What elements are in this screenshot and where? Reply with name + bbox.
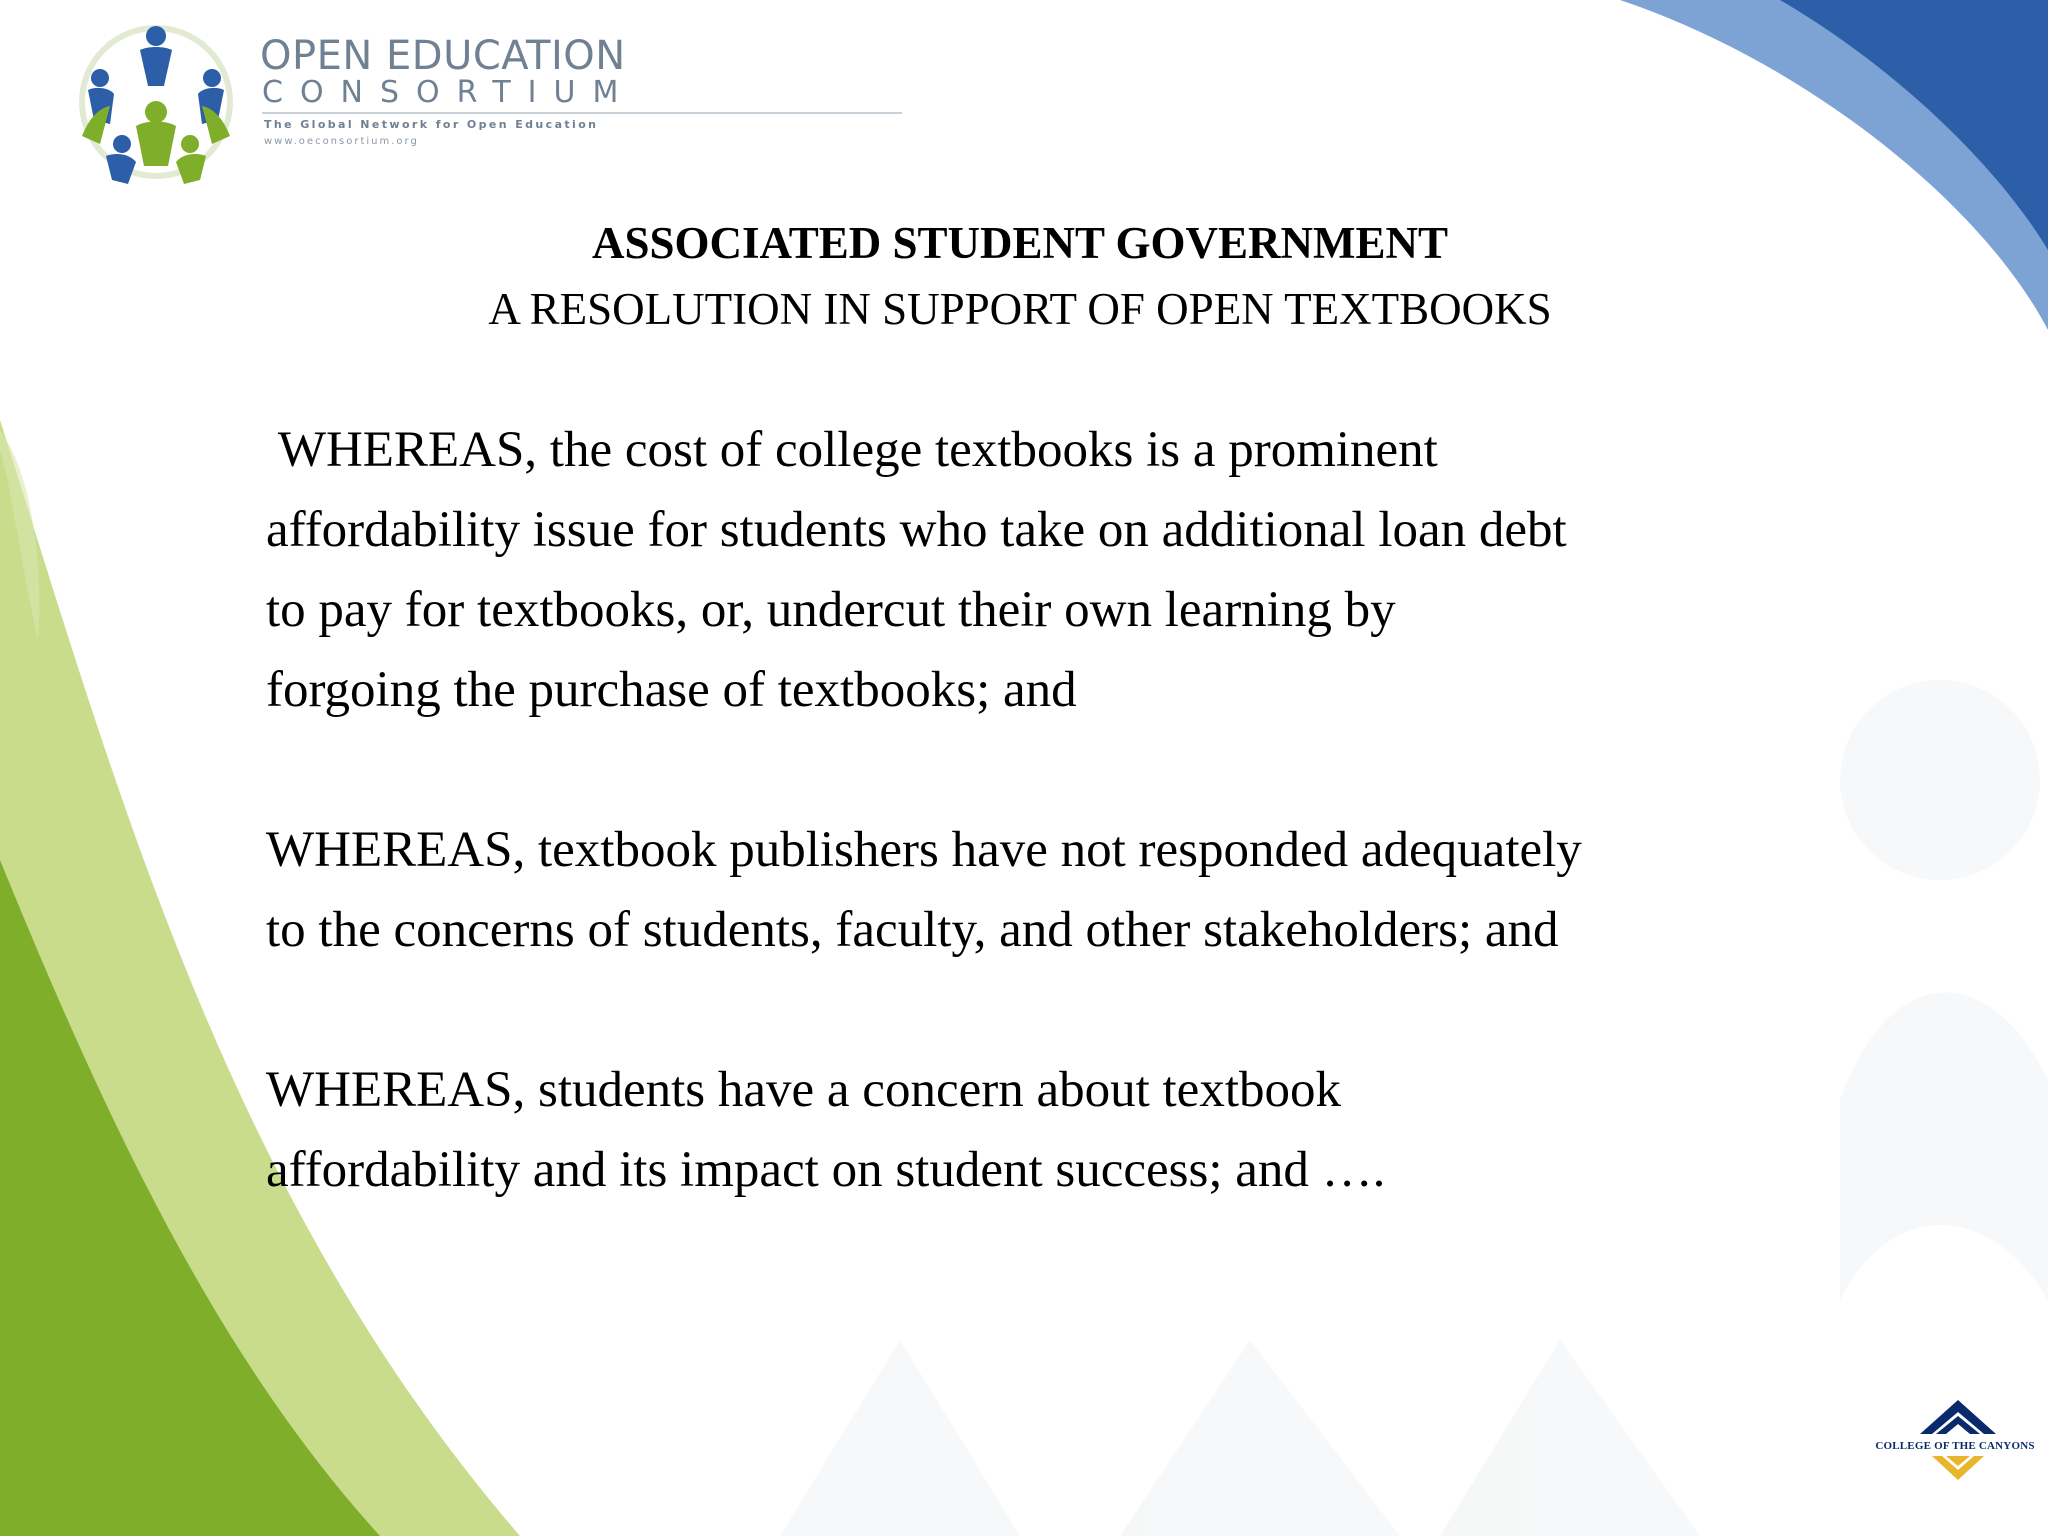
resolution-body — [266, 410, 1806, 1290]
slide-heading — [330, 210, 1710, 342]
paragraph-line: to pay for textbooks, or, undercut their own learning by — [266, 582, 1396, 638]
logo-title: OPEN EDUCATION — [260, 33, 626, 79]
logo-url: www.oeconsortium.org — [264, 136, 419, 147]
paragraph-line: forgoing the purchase of textbooks; and — [266, 662, 1077, 718]
logo-subtitle: CONSORTIUM — [262, 75, 636, 110]
canyons-mountain-icon — [1862, 1400, 2048, 1508]
paragraph-line: WHEREAS, textbook publishers have not responded adequately — [266, 822, 1582, 878]
heading-title: ASSOCIATED STUDENT GOVERNMENT — [591, 218, 1448, 268]
paragraph-line: WHEREAS, students have a concern about textbook — [266, 1062, 1341, 1118]
whereas-paragraph — [266, 410, 1806, 730]
paragraph-line: affordability and its impact on student success; and …. — [266, 1142, 1386, 1198]
oec-emblem-icon — [70, 16, 242, 188]
college-of-the-canyons-logo — [1862, 1400, 2048, 1508]
paragraph-line: affordability issue for students who take on additional loan debt — [266, 502, 1567, 558]
logo-tagline: The Global Network for Open Education — [264, 118, 599, 131]
whereas-paragraph — [266, 1050, 1806, 1210]
paragraph-line: WHEREAS, the cost of college textbooks is a prominent — [266, 422, 1438, 478]
heading-subtitle: A RESOLUTION IN SUPPORT OF OPEN TEXTBOOKS — [488, 284, 1552, 334]
logo-divider — [262, 112, 902, 114]
oec-logo — [70, 16, 910, 194]
paragraph-line: to the concerns of students, faculty, and other stakeholders; and — [266, 902, 1559, 958]
whereas-paragraph — [266, 810, 1806, 970]
college-name: COLLEGE OF THE CANYONS — [1875, 1440, 2035, 1452]
